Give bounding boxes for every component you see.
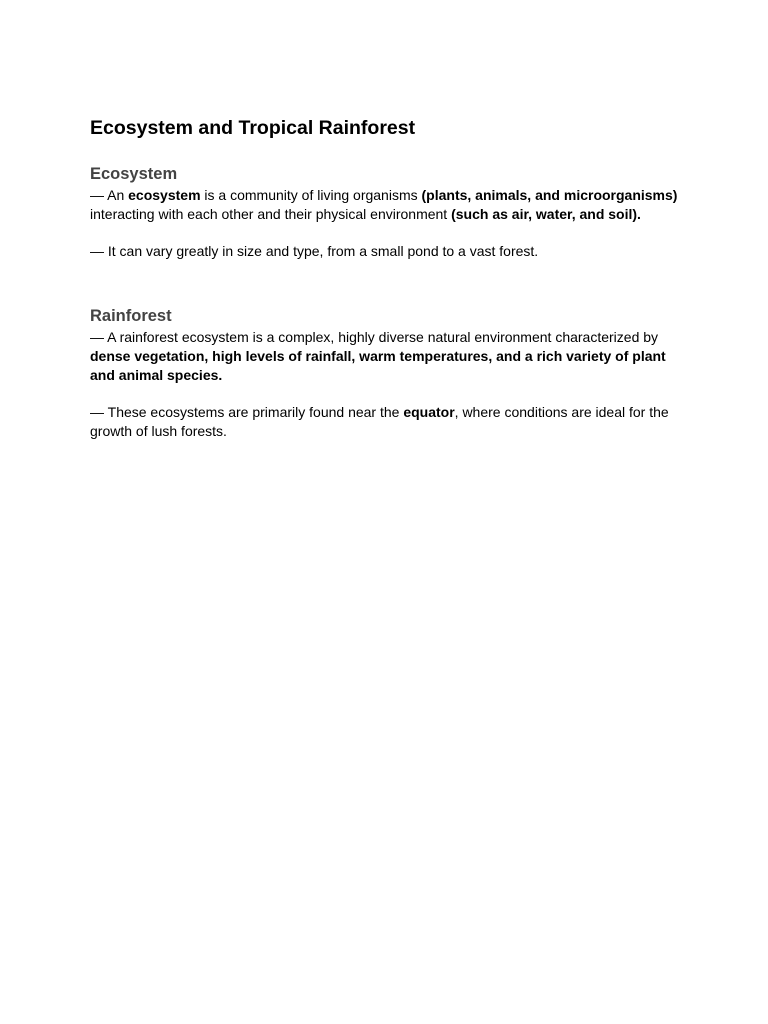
text-run: — A rainforest ecosystem is a complex, highly diverse natural environment characterized by: [90, 329, 659, 345]
text-run: interacting with each other and their physical environment: [90, 206, 452, 222]
paragraph-ecosystem-definition: [90, 186, 680, 224]
bold-term-ecosystem: ecosystem: [128, 187, 201, 203]
section-heading-rainforest: Rainforest: [90, 307, 172, 325]
paragraph-rainforest-definition: [90, 328, 680, 385]
text-run: — An: [90, 187, 129, 203]
bold-environment: (such as air, water, and soil).: [451, 206, 641, 222]
text-run: — It can vary greatly in size and type, from a small pond to a vast forest.: [90, 243, 539, 259]
bold-term-equator: equator: [403, 404, 455, 420]
text-run: , where conditions are ideal for the growth of lush forests.: [90, 404, 669, 439]
document-page: [90, 112, 680, 441]
document-title: Ecosystem and Tropical Rainforest: [90, 117, 416, 139]
paragraph-rainforest-location: [90, 403, 680, 441]
section-heading-ecosystem: Ecosystem: [90, 165, 178, 183]
bold-organisms: (plants, animals, and microorganisms): [421, 187, 678, 203]
paragraph-ecosystem-size: [90, 242, 680, 261]
text-run: — These ecosystems are primarily found near the: [90, 404, 404, 420]
bold-characteristics: dense vegetation, high levels of rainfall, warm temperatures, and a rich variety of plant and animal species.: [90, 348, 666, 383]
text-run: is a community of living organisms: [200, 187, 422, 203]
